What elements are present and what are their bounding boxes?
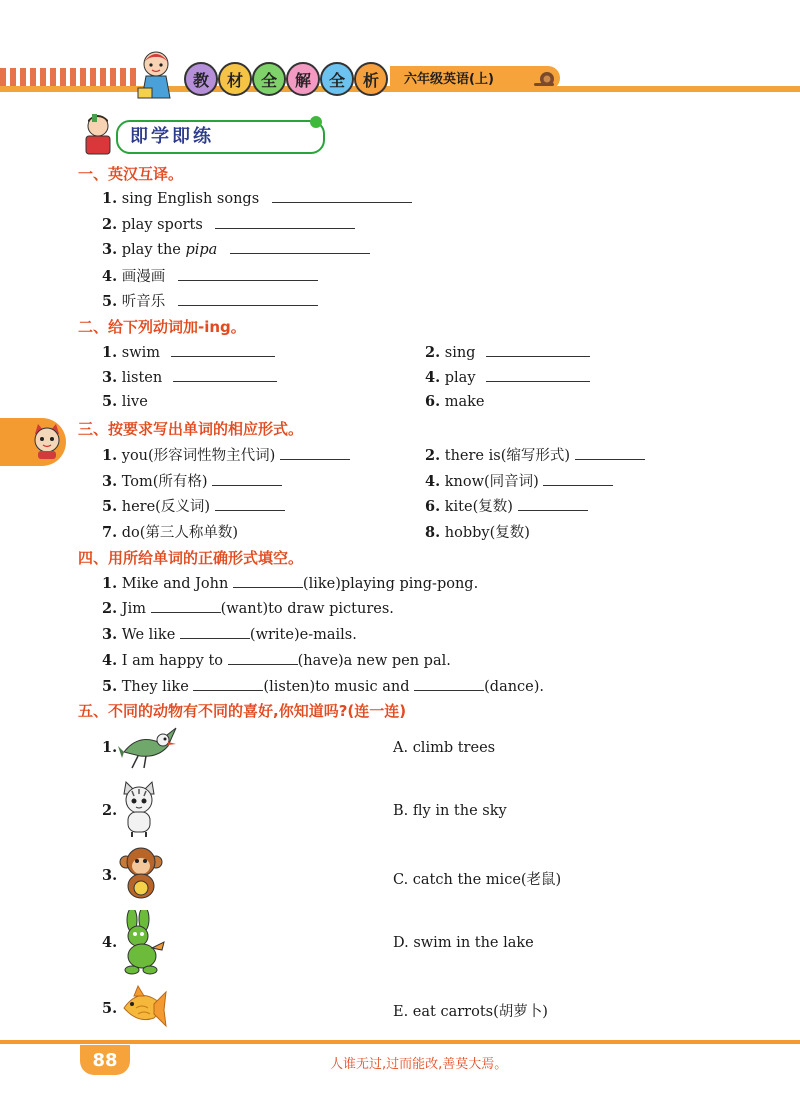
cat-mascot-icon: [30, 424, 64, 460]
fish-icon[interactable]: [118, 984, 168, 1030]
answer-blank[interactable]: [486, 367, 590, 382]
s5-option-c: C. catch the mice(老鼠): [393, 872, 562, 888]
answer-blank[interactable]: [233, 573, 303, 588]
answer-blank[interactable]: [575, 445, 645, 460]
s4-item-5: 5. They like (listen)to music and (dance).: [102, 678, 545, 695]
practice-banner: [76, 112, 266, 156]
answer-blank[interactable]: [212, 471, 282, 486]
s4-item-3: 3. We like (write)e-mails.: [102, 626, 357, 643]
banner-title: 即学即练: [130, 126, 214, 147]
answer-blank[interactable]: [178, 266, 318, 281]
s5-num-2: 2.: [102, 802, 118, 819]
s4-item-1: 1. Mike and John (like)playing ping-pong.: [102, 575, 479, 592]
series-char-5: 全: [320, 62, 354, 96]
section-3-title: 三、按要求写出单词的相应形式。: [78, 420, 304, 438]
cat-icon[interactable]: [118, 780, 160, 838]
series-char-2: 材: [218, 62, 252, 96]
s5-num-3: 3.: [102, 867, 118, 884]
answer-blank[interactable]: [486, 342, 590, 357]
answer-blank[interactable]: [228, 650, 298, 665]
footer-motto: 人谁无过,过而能改,善莫大焉。: [330, 1057, 508, 1072]
s1-item-5: 5. 听音乐: [102, 290, 318, 311]
answer-blank[interactable]: [171, 342, 275, 357]
s2-item-4: 4. play: [425, 367, 590, 386]
answer-blank[interactable]: [518, 496, 588, 511]
s4-item-4: 4. I am happy to (have)a new pen pal.: [102, 652, 451, 669]
s1-item-1: 1. sing English songs: [102, 188, 412, 207]
s4-item-2: 2. Jim (want)to draw pictures.: [102, 600, 394, 617]
answer-blank[interactable]: [173, 367, 277, 382]
answer-blank[interactable]: [414, 676, 484, 691]
snail-ornament-icon: [532, 70, 558, 88]
s5-option-e: E. eat carrots(胡萝卜): [393, 1004, 548, 1020]
s5-option-b: B. fly in the sky: [393, 803, 507, 819]
s3-item-8: 8. hobby(复数): [425, 524, 530, 541]
s1-item-3: 3. play the pipa: [102, 239, 370, 258]
answer-blank[interactable]: [230, 239, 370, 254]
answer-blank[interactable]: [215, 214, 355, 229]
answer-blank[interactable]: [193, 676, 263, 691]
book-title: 六年级英语(上): [404, 72, 494, 87]
s2-item-6: 6. make: [425, 393, 485, 410]
s2-item-5: 5. live: [102, 393, 148, 410]
s3-item-3: 3. Tom(所有格): [102, 470, 282, 491]
green-dot-icon: [308, 114, 324, 130]
s3-item-6: 6. kite(复数): [425, 495, 588, 516]
answer-blank[interactable]: [178, 291, 318, 306]
s3-item-2: 2. there is(缩写形式): [425, 444, 645, 465]
s3-item-7: 7. do(第三人称单数): [102, 524, 239, 541]
s5-num-4: 4.: [102, 934, 118, 951]
s2-item-2: 2. sing: [425, 342, 590, 361]
student-reading-icon: [76, 112, 120, 156]
series-char-1: 教: [184, 62, 218, 96]
s5-num-1: 1.: [102, 739, 118, 756]
s5-option-a: A. climb trees: [393, 740, 496, 756]
side-tab: [0, 418, 66, 466]
series-char-4: 解: [286, 62, 320, 96]
page-number: 88: [80, 1045, 130, 1075]
section-5-title: 五、不同的动物有不同的喜好,你知道吗?(连一连): [78, 702, 407, 720]
s5-num-5: 5.: [102, 1000, 118, 1017]
s2-item-3: 3. listen: [102, 367, 277, 386]
answer-blank[interactable]: [280, 445, 350, 460]
bird-icon[interactable]: [118, 724, 180, 772]
answer-blank[interactable]: [151, 598, 221, 613]
s1-item-2: 2. play sports: [102, 214, 355, 233]
girl-mascot-icon: [132, 48, 180, 100]
monkey-icon[interactable]: [118, 846, 164, 902]
s5-option-d: D. swim in the lake: [393, 935, 534, 951]
series-char-6: 析: [354, 62, 388, 96]
s3-item-4: 4. know(同音词): [425, 470, 613, 491]
section-4-title: 四、用所给单词的正确形式填空。: [78, 549, 304, 567]
answer-blank[interactable]: [272, 188, 412, 203]
series-char-3: 全: [252, 62, 286, 96]
section-1-title: 一、英汉互译。: [78, 165, 184, 183]
s3-item-5: 5. here(反义词): [102, 495, 285, 516]
s1-item-4: 4. 画漫画: [102, 265, 318, 286]
answer-blank[interactable]: [543, 471, 613, 486]
section-2-title: 二、给下列动词加-ing。: [78, 318, 246, 336]
footer-rule: [0, 1040, 800, 1044]
s3-item-1: 1. you(形容词性物主代词): [102, 444, 350, 465]
answer-blank[interactable]: [215, 496, 285, 511]
rabbit-icon[interactable]: [118, 910, 168, 976]
s2-item-1: 1. swim: [102, 342, 275, 361]
answer-blank[interactable]: [180, 624, 250, 639]
